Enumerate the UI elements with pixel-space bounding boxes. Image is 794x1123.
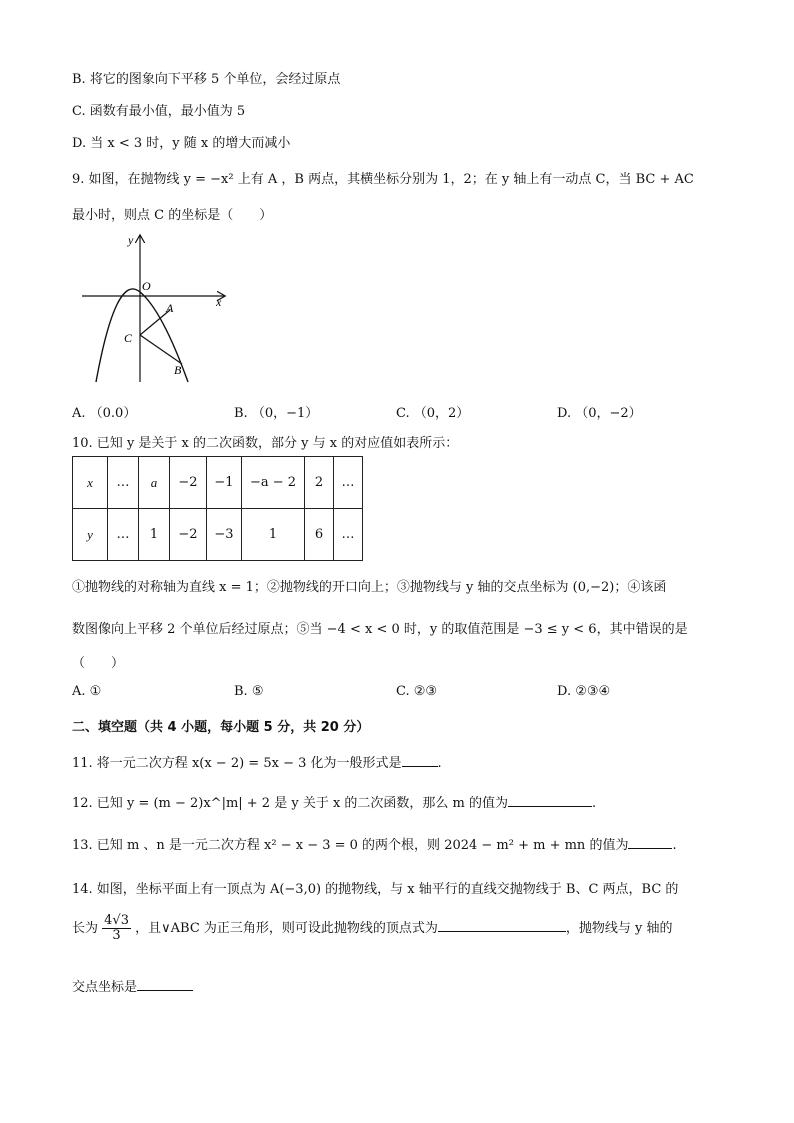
table-row-x [73,457,363,509]
q14-line2 [72,914,673,943]
q11-end: . [437,756,442,771]
point-c-label: C [124,331,133,345]
q9-option-c: C. （0，2） [396,406,470,421]
q14-line1: 14. 如图，坐标平面上有一顶点为 A(−3,0) 的抛物线，与 x 轴平行的直线交抛物线于 B、C 两点，BC 的 [72,882,679,897]
q13-end: . [672,838,677,853]
table-cell: … [108,509,139,561]
q10-option-b: B. ⑤ [234,684,264,699]
table-cell: −2 [170,457,207,509]
answer-blank [137,977,193,991]
q14-line3-text: 交点坐标是 [72,980,138,995]
q14-line3 [72,976,193,995]
table-cell: −a − 2 [242,457,305,509]
answer-blank [508,793,592,807]
table-cell: 1 [139,509,170,561]
q9-option-d: D. （0，−2） [557,406,642,421]
option-d-prev: D. 当 x < 3 时，y 随 x 的增大而减小 [72,136,291,151]
answer-blank [402,753,438,767]
table-cell: 1 [242,509,305,561]
fraction-denominator: 3 [112,928,121,943]
table-cell: 2 [305,457,334,509]
fraction [102,914,131,943]
q10-option-a: A. ① [72,684,102,699]
q9-option-a: A. （0.0） [72,406,137,421]
answer-blank [438,918,566,932]
table-cell: −2 [170,509,207,561]
q9-parabola-figure [78,230,238,390]
q10-statements-line3: （ ） [72,656,125,671]
q14-line2-pre: 长为 [72,921,99,936]
table-cell: −1 [207,457,242,509]
q10-statements-line2: 数图像向上平移 2 个单位后经过原点；⑤当 −4 < x < 0 时，y 的取值范围是 −3 ≤ y < 6，其中错误的是 [72,622,688,637]
q9-stem-line2: 最小时，则点 C 的坐标是（ ） [72,208,273,223]
q14-line2-post: ，且∨ABC 为正三角形，则可设此抛物线的顶点式为 [135,921,438,936]
q10-option-c: C. ②③ [396,684,438,699]
q11-text: 11. 将一元二次方程 x(x − 2) = 5x − 3 化为一般形式是 [72,756,402,771]
q10-stem: 10. 已知 y 是关于 x 的二次函数，部分 y 与 x 的对应值如表所示： [72,436,459,451]
point-a-label: A [166,301,174,315]
q10-option-d: D. ②③④ [557,684,611,699]
table-cell: −3 [207,509,242,561]
table-cell: … [108,457,139,509]
table-cell: x [73,457,108,509]
q14-line2-end: ，抛物线与 y 轴的 [565,921,673,936]
q12-line [72,792,596,811]
q11-line [72,752,442,771]
q13-line [72,834,677,853]
answer-blank [628,835,672,849]
section-heading: 二、填空题（共 4 小题，每小题 5 分，共 20 分） [72,720,370,735]
table-cell: … [334,509,363,561]
q9-stem-line1: 9. 如图，在抛物线 y = −x² 上有 A ，B 两点，其横坐标分别为 1，2；在 y 轴上有一动点 C，当 BC + AC [72,172,694,187]
fraction-numerator: 4√3 [104,913,129,928]
table-cell: 6 [305,509,334,561]
x-axis-label: x [216,295,222,309]
table-cell: … [334,457,363,509]
q10-value-table [72,456,363,561]
table-cell: a [139,457,170,509]
table-row-y [73,509,363,561]
table-cell: y [73,509,108,561]
y-axis-label: y [128,233,134,247]
q9-option-b: B. （0，−1） [234,406,319,421]
origin-label: O [142,279,151,293]
option-b-prev: B. 将它的图象向下平移 5 个单位，会经过原点 [72,72,341,87]
q10-statements-line1: ①抛物线的对称轴为直线 x = 1；②抛物线的开口向上；③抛物线与 y 轴的交点坐标为 (0,−2)；④该函 [72,580,667,595]
q12-end: . [592,796,597,811]
option-c-prev: C. 函数有最小值，最小值为 5 [72,104,246,119]
q13-text: 13. 已知 m 、n 是一元二次方程 x² − x − 3 = 0 的两个根，则 2024 − m² + m + mn 的值为 [72,838,629,853]
q12-text: 12. 已知 y = (m − 2)x^|m| + 2 是 y 关于 x 的二次函数，那么 m 的值为 [72,796,509,811]
point-b-label: B [174,363,182,377]
